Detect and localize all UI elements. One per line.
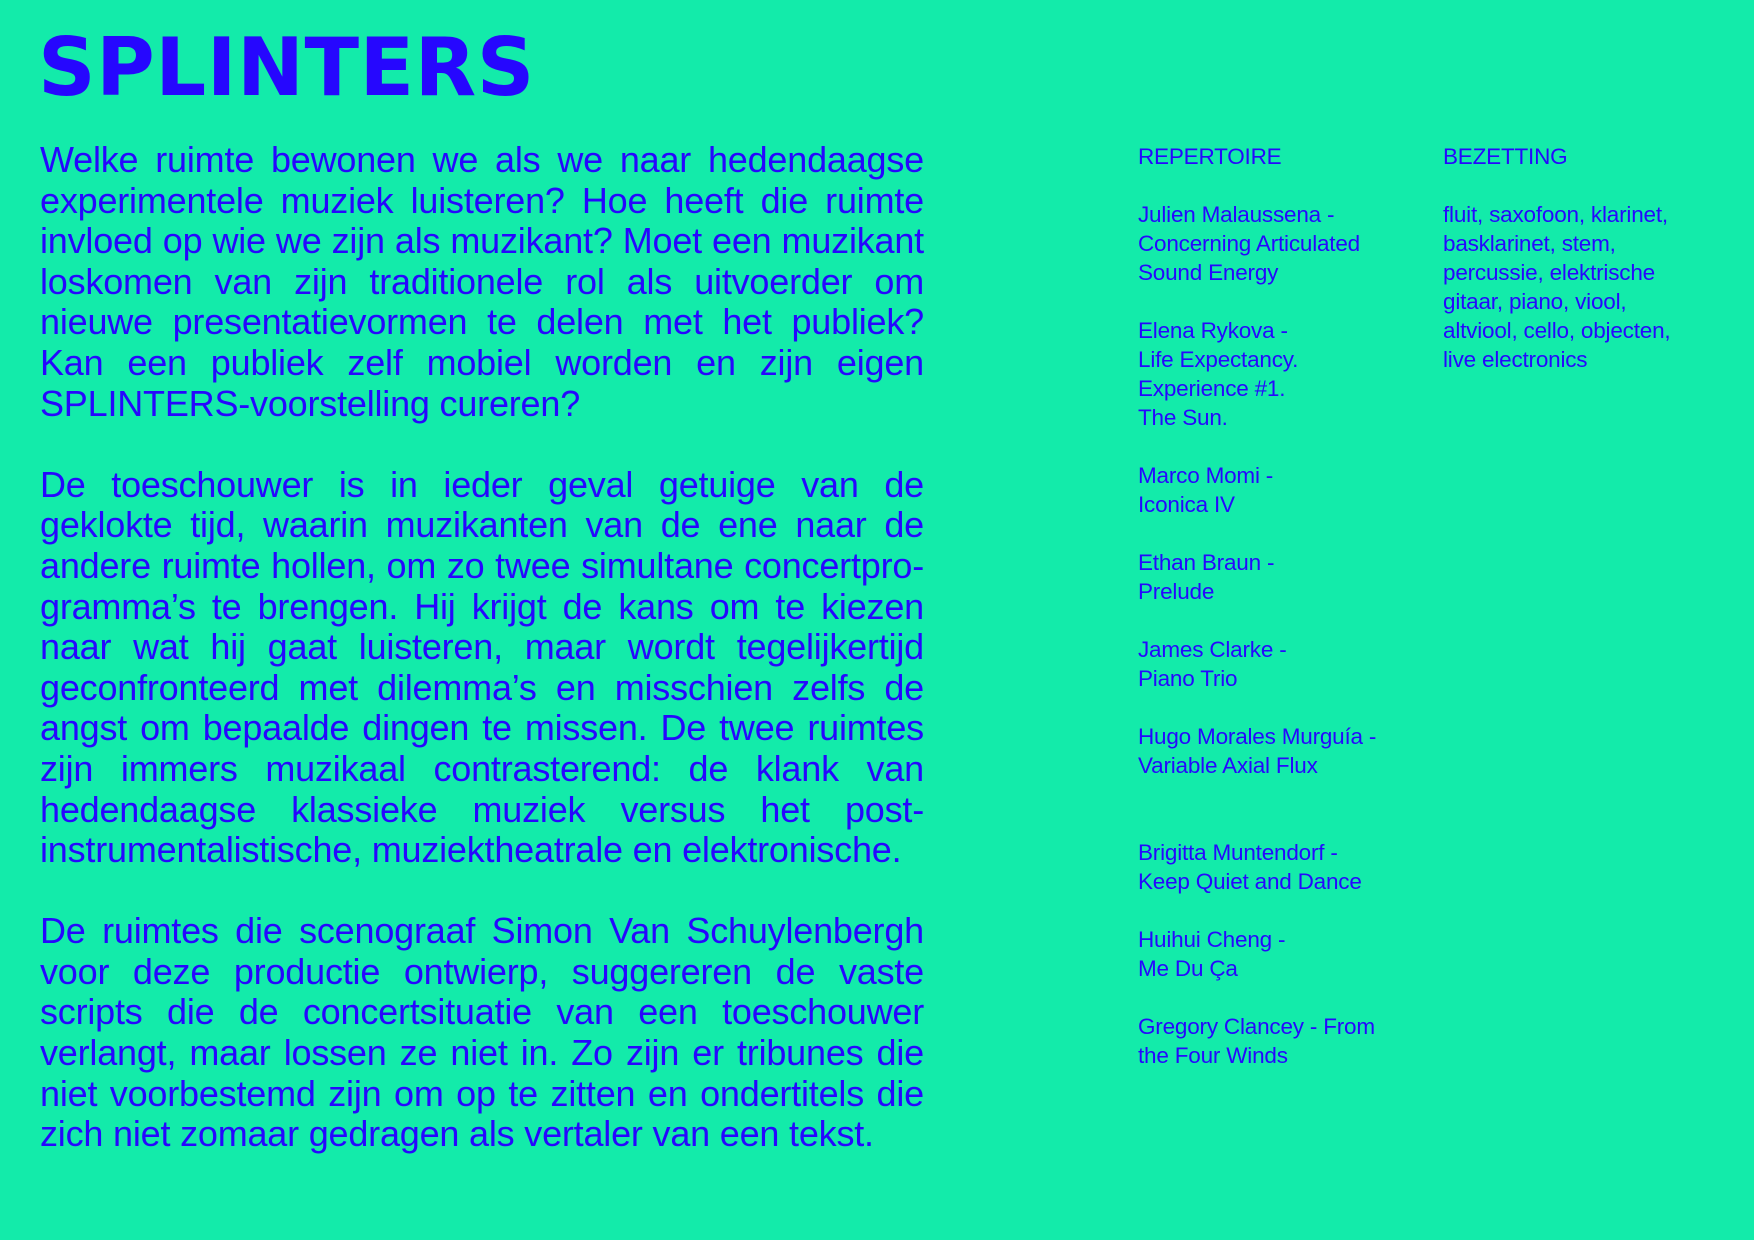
repertoire-item-line: Elena Rykova - xyxy=(1138,318,1288,343)
repertoire-item xyxy=(1138,722,1438,780)
instrumentation-line: altviool, cello, objecten, xyxy=(1443,318,1671,343)
instrumentation-line: fluit, saxofoon, klarinet, xyxy=(1443,202,1668,227)
repertoire-item-line: Marco Momi - xyxy=(1138,463,1274,488)
repertoire-item-line: Me Du Ça xyxy=(1138,956,1238,981)
repertoire-item-line: Gregory Clancey - From xyxy=(1138,1014,1375,1039)
repertoire-item xyxy=(1138,1012,1438,1070)
scenography-paragraph: De ruimtes die scenograaf Simon Van Schuylenbergh voor deze productie ontwierp, suggereren de vaste scripts die de concertsituatie van een toeschouwer verlangt, maar lossen ze niet in. Zo zijn er tribunes die niet voorbestemd zijn om op te zitten en ondertitels die zich niet zomaar gedragen als vertaler van een tekst. xyxy=(40,910,924,1155)
instrumentation-line: basklarinet, stem, xyxy=(1443,231,1616,256)
repertoire-item-line: Julien Malaussena - xyxy=(1138,202,1335,227)
repertoire-item-line: Sound Energy xyxy=(1138,260,1279,285)
repertoire-item-line: Piano Trio xyxy=(1138,666,1238,691)
repertoire-item-line: Keep Quiet and Dance xyxy=(1138,869,1362,894)
repertoire-item xyxy=(1138,838,1438,896)
repertoire-item-line: Iconica IV xyxy=(1138,492,1235,517)
repertoire-item-line: the Four Winds xyxy=(1138,1043,1288,1068)
page-title: SPLINTERS xyxy=(38,21,535,114)
repertoire-list xyxy=(1138,200,1438,1070)
instrumentation-line: gitaar, piano, viool, xyxy=(1443,289,1627,314)
instrumentation-line: live electronics xyxy=(1443,347,1588,372)
instrumentation-text xyxy=(1443,200,1743,374)
repertoire-item xyxy=(1138,925,1438,983)
repertoire-item xyxy=(1138,548,1438,606)
bezetting-heading: BEZETTING xyxy=(1443,144,1568,169)
repertoire-item xyxy=(1138,316,1438,432)
repertoire-column xyxy=(1138,142,1438,1099)
repertoire-item-line: Prelude xyxy=(1138,579,1215,604)
instrumentation-line: percussie, elektrische xyxy=(1443,260,1655,285)
repertoire-item-line: Ethan Braun - xyxy=(1138,550,1275,575)
repertoire-item-line: James Clarke - xyxy=(1138,637,1287,662)
repertoire-item-line: Life Expectancy. xyxy=(1138,347,1299,372)
audience-paragraph: De toeschouwer is in ieder geval getuige van de geklokte tijd, waarin muzikanten van de ene naar de andere ruimte hollen, om zo twee simultane concertpro-gramma’s te brengen. Hij krijgt de kans om te kiezen naar wat hij gaat luisteren, maar wordt tegelijkertijd geconfronteerd met dilemma’s en misschien zelfs de angst om bepaalde dingen te missen. De twee ruimtes zijn immers muzikaal contrasterend: de klank van hedendaagse klassieke muziek versus het post-instrumentalistische, muziektheatrale en elektronische. xyxy=(40,463,924,871)
repertoire-item-line: Huihui Cheng - xyxy=(1138,927,1286,952)
repertoire-item xyxy=(1138,461,1438,519)
repertoire-item xyxy=(1138,200,1438,287)
repertoire-item-line: Variable Axial Flux xyxy=(1138,753,1318,778)
intro-paragraph: Welke ruimte bewonen we als we naar hedendaagse experimentele muziek luisteren? Hoe heeft die ruimte invloed op wie we zijn als muzikant? Moet een muzikant loskomen van zijn traditionele rol als uitvoerder om nieuwe presentatievormen te delen met het publiek? Kan een publiek zelf mobiel worden en zijn eigen SPLINTERS-voorstelling cureren? xyxy=(40,139,924,424)
repertoire-item-line: The Sun. xyxy=(1138,405,1228,430)
repertoire-item-line: Brigitta Muntendorf - xyxy=(1138,840,1338,865)
repertoire-item-line: Experience #1. xyxy=(1138,376,1286,401)
body-text xyxy=(40,140,924,1195)
bezetting-column xyxy=(1443,142,1743,374)
repertoire-item-line: Hugo Morales Murguía - xyxy=(1138,724,1377,749)
repertoire-heading: REPERTOIRE xyxy=(1138,144,1282,169)
repertoire-item-line: Concerning Articulated xyxy=(1138,231,1360,256)
repertoire-item xyxy=(1138,635,1438,693)
